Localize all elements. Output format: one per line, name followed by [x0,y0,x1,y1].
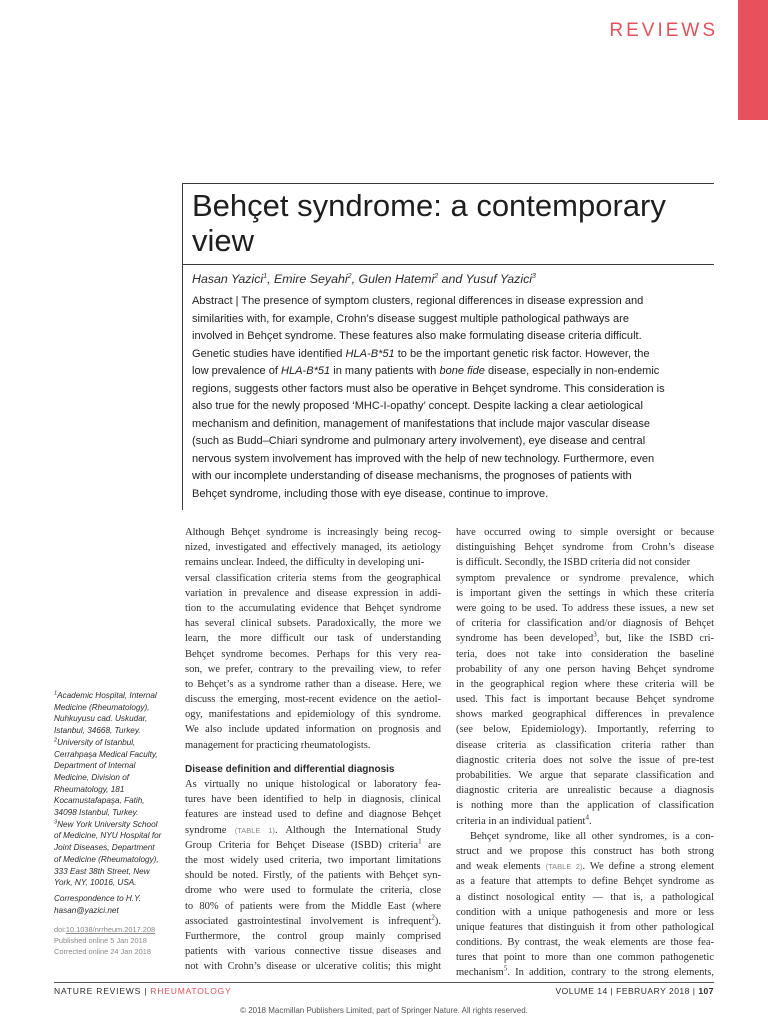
text-run: low prevalence of [192,365,282,377]
body-line [456,905,714,920]
body-line [456,814,714,829]
footer-divider [54,982,714,983]
text-run: teria, does not take into consideration the baseline [456,648,714,660]
text-run: syndrome has been developed [456,633,594,645]
text-run: Furthermore, the control group mainly comprised [185,930,441,942]
text-run: syndrome [185,824,235,836]
affiliation-line [54,842,180,854]
text-run: with our incomplete understanding of disease mechanisms, the prognoses of patients with [192,470,632,482]
text-run: as a feature that attempts to define Behçet syndrome as [456,876,714,888]
published-date: Published online 5 Jan 2018 [54,936,147,945]
author-list [192,270,707,288]
affiliation-line [54,737,180,749]
body-line [185,692,441,707]
body-line [185,540,441,555]
text-run: mechanism and definition, management of manifestations that include major vascular disease [192,417,651,430]
article-title: Behçet syndrome: a contemporary view [192,188,666,258]
affiliations [54,690,180,889]
body-line [456,601,714,616]
body-line [456,844,714,859]
body-line [185,525,441,540]
author: Yusuf Yazici [465,272,533,286]
abstract-line [192,398,710,416]
text-run: used. This fact is important because Behçet syndrome [456,694,714,706]
text-run: versal classification criteria stems from the geographical [185,572,441,584]
text-run: , but, like the ISBD cri- [596,633,714,645]
abstract-line [192,416,710,434]
text-run: (such as Budd–Chiari syndrome and pulmonary artery involvement), eye disease and central [192,435,646,447]
text-run: discuss the emerging, most-recent evidence on the aetiol- [185,694,441,706]
text-run: features are instead used to define and diagnose Behçet [185,809,441,821]
text-run: regions, suggests other factors must also be operative in Behçet syndrome. This consideration is [192,382,665,395]
text-run: of Medicine (Rheumatology), [54,854,159,864]
body-line [185,883,441,898]
affiliation-line [54,830,180,842]
body-line [456,647,714,662]
text-run: a distinct nosological entity — that is, a pathological [456,891,714,903]
text-run: Abstract | The presence of symptom clusters, regional differences in disease expression and [192,295,644,307]
text-run: is important given the settings in which these criteria [456,587,714,599]
body-line [456,965,714,980]
text-run: probability of any one person having Behçet syndrome [456,663,714,675]
text-run: and weak elements [456,861,546,873]
text-run: to 80% of patients were from the Middle East (where [185,900,441,912]
body-line [456,890,714,905]
reference-superscript: 1 [54,690,58,697]
body-line [456,722,714,737]
text-run: ). [434,915,441,927]
body-line [456,707,714,722]
affiliation-line [54,784,180,796]
abstract-line [192,451,710,469]
body-line [185,868,441,883]
text-run: Joint Diseases, Department [54,843,155,853]
body-line [456,768,714,783]
text-run: diagnostic criteria does not solve the issue of pre-test [456,754,714,766]
author: Gulen Hatemi [358,272,435,286]
text-run: were going to be used. To address these issues, a new set [456,602,714,614]
text-run: shows marked geographical differences in prevalence [456,709,714,721]
text-run: diagnostic criteria are unrealistic because a diagnosis [456,785,714,797]
text-run: remains unclear. Indeed, the difficulty in developing uni- [185,557,425,569]
text-run: is nothing more than the application of classification [456,800,714,812]
body-line [456,525,714,540]
affiliation-line [54,702,180,714]
body-line [185,616,441,631]
body-line [456,586,714,601]
affiliation-line [54,760,180,772]
text-run: Academic Hospital, Internal [57,691,157,700]
body-line [456,753,714,768]
body-line [185,792,441,807]
text-run: probabilities. We argue that separate classification and [456,770,714,781]
text-run: Disease definition and differential diagnosis [185,763,395,775]
author: Emire Seyahi [273,272,348,286]
table-reference: (TABLE 1) [234,825,275,835]
reference-superscript: 3 [593,630,597,639]
author-affiliation-mark: 2 [347,272,352,280]
footer-journal-name: RHEUMATOLOGY [150,986,232,996]
text-run: unique features that distinguish it from other pathological [456,921,714,933]
text-run: Although Behçet syndrome is increasingly being recog- [185,527,441,538]
text-run: in many patients with [330,365,440,377]
text-run: tures that point to more than one common pathogenetic [456,952,714,964]
title-frame-top [182,183,714,184]
corrected-date: Corrected online 24 Jan 2018 [54,947,151,956]
text-run: 333 East 38th Street, New [54,866,150,876]
body-line [185,601,441,616]
affiliation-line [54,725,180,737]
text-run: . In addition, contrary to the strong elements, [507,967,714,979]
text-run: drome who were used to formulate the criteria, close [185,885,441,897]
text-run: . [588,815,592,827]
text-run: condition with a unique pathogenesis and more or less [456,906,714,918]
paragraph-gap [185,753,441,762]
text-run: associated gastrointestinal involvement is infrequent [185,915,432,927]
author-affiliation-mark: 2 [434,272,439,280]
text-run: . Although the International Study [274,824,441,836]
reference-superscript: 3 [54,819,58,825]
affiliation-line [54,807,180,819]
body-line [456,571,714,586]
body-column-middle [185,525,441,974]
body-line [185,823,441,838]
body-line [456,540,714,555]
text-run: (see below, Epidemiology). Importantly, referring to [456,724,714,736]
body-line [456,874,714,889]
author-separator: , [351,272,359,286]
text-run: of Medicine, NYU Hospital for [54,831,162,841]
reference-superscript: 5 [503,964,508,973]
body-line [185,838,441,853]
body-line [456,738,714,753]
page-number: 107 [698,986,714,996]
body-line [456,829,714,844]
author-affiliation-mark: 3 [532,272,536,280]
body-line [456,783,714,798]
abstract-line [192,311,710,329]
text-run: the most widely used criteria, two important limitations [185,854,441,866]
text-run: involved in Behçet syndrome. These features also make formulating disease criteria difficult. [192,330,642,342]
text-run: Group Criteria for Behçet Disease (ISBD) criteria [185,839,419,851]
text-run: learn, the more difficult our task of understanding [185,633,441,645]
section-heading [185,762,441,777]
body-line [456,950,714,965]
affiliation-line [54,819,180,831]
correspondence-label: Correspondence to H.Y. [54,894,142,903]
text-run: University of Istanbul, [57,737,136,747]
abstract-line [192,363,710,381]
text-run: tion to the accumulating evidence that Behçet syndrome [185,602,441,614]
body-line [185,571,441,586]
text-run: mechanism [456,967,504,979]
text-run: in the geographical region where these criteria will be [456,678,714,690]
body-line [185,777,441,792]
body-line [185,631,441,646]
body-line [185,555,441,570]
italic-text: bone fide [439,365,485,377]
body-line [456,920,714,935]
body-line [185,899,441,914]
body-line [456,662,714,677]
abstract-line [192,381,710,399]
body-line [185,586,441,601]
body-line [185,662,441,677]
text-run: disease criteria as classification criteria rather than [456,739,714,751]
text-run: not with Crohn’s disease or ulcerative colitis; this might [185,961,441,973]
text-run: distinguishing Behçet syndrome from Crohn’s disease [456,542,714,554]
body-line [185,677,441,692]
text-run: . We define a strong element [582,861,715,873]
body-line [185,853,441,868]
body-line [456,677,714,692]
text-run: tures have been identified to help in diagnosis, clinical [185,794,441,806]
text-run: disease, especially in non-endemic [484,365,660,377]
text-run: son, we prefer, contrary to the prevailing view, to refer [185,663,441,675]
body-line [185,929,441,944]
doi-link[interactable]: 10.1038/nrrheum.2017.208 [65,925,156,934]
affiliation-line [54,713,180,725]
text-run: Behçet syndrome becomes. Perhaps for this very rea- [185,648,441,660]
text-run: Medicine (Rheumatology), [54,702,150,712]
section-label: REVIEWS [609,20,718,41]
body-line [185,807,441,822]
text-run: As virtually no unique histological or laboratory fea- [185,779,441,790]
affiliation-line [54,690,180,702]
text-run: also true for the newly proposed ‘MHC-I-opathy’ concept. Despite lacking a clear aetiological [192,400,643,412]
text-run: are [421,839,441,851]
correspondence-email[interactable]: hasan@yazici.net [54,906,119,915]
body-line [456,631,714,646]
text-run: is difficult. Secondly, the ISBD criteria did not consider [456,557,691,569]
text-run: York, NY, 10016, USA. [54,878,137,888]
body-line [456,859,714,874]
abstract-line [192,346,710,364]
text-run: similarities with, for example, Crohn’s disease suggest multiple pathological pathways are [192,312,629,325]
italic-text: HLA-B*51 [281,365,331,377]
text-run: struct and we propose this construct has both strong [456,845,714,857]
abstract-line [192,433,710,451]
text-run: to be the important genetic risk factor. However, the [394,347,650,360]
body-line [456,692,714,707]
text-run: Istanbul, 34668, Turkey. [54,726,141,736]
correspondence [54,893,141,917]
body-line [456,935,714,950]
affiliation-line [54,772,180,784]
text-run: Behçet syndrome, like all other syndromes, is a con- [470,830,714,842]
text-run: should be noted. Firstly, of the patients with Behçet syn- [185,870,441,882]
doi-line [54,924,155,935]
author-separator: , [267,272,274,286]
body-line [185,944,441,959]
text-run: nervous system involvement has improved with the help of new technology. Furthermore, even [192,452,655,465]
body-line [456,798,714,813]
affiliation-line [54,749,180,761]
reference-superscript: 2 [431,913,435,922]
body-line [456,616,714,631]
text-run: We also include updated information on prognosis and [185,724,441,736]
body-line [185,707,441,722]
text-run: symptom prevalence or syndrome prevalence, which [456,572,714,584]
text-run: has several clinical subsets. Paradoxically, the more we [185,618,441,630]
accent-bar [738,0,768,120]
publication-meta [54,924,155,957]
body-line [185,722,441,737]
text-run: ogy, manifestations and epidemiology of this syndrome. [185,709,441,721]
table-reference: (TABLE 2) [545,862,583,872]
text-run: Nuhkuyusu cad. Uskudar, [54,714,148,724]
text-run: of criteria for classification and/or diagnosis of Behçet [456,618,714,630]
body-line [185,647,441,662]
reference-superscript: 2 [54,737,58,744]
affiliation-line [54,877,180,889]
text-run: variation in prevalence and disease expression in addi- [185,587,441,599]
text-run: New York University School [57,819,158,829]
text-run: Rheumatology, 181 [54,784,125,794]
abstract-line [192,328,710,346]
body-line [185,959,441,974]
footer-issue [450,986,714,996]
title-frame-left [182,183,183,510]
text-run: Genetic studies have identified [192,347,346,360]
abstract-line [192,486,710,504]
affiliation-line [54,866,180,878]
text-run: Behçet syndrome, including those with eye disease, continue to improve. [192,487,549,500]
body-column-right [456,525,714,981]
text-run: Department of Internal [54,761,136,771]
footer-journal [54,986,232,996]
author: Hasan Yazici [192,272,264,286]
text-run: conditions. By contrast, the weak elements are those fea- [456,937,714,949]
copyright-notice: © 2018 Macmillan Publishers Limited, part of Springer Nature. All rights reserved. [240,1006,528,1015]
text-run: have occurred owing to simple oversight or because [456,527,714,538]
text-run: Kocamustafapaşa, Fatih, [54,796,145,806]
footer-journal-prefix: NATURE REVIEWS | [54,986,151,996]
footer-issue-info: VOLUME 14 | FEBRUARY 2018 | [555,986,699,996]
author-affiliation-mark: 1 [263,272,268,280]
reference-superscript: 4 [585,813,589,822]
doi-prefix: doi: [54,925,66,934]
title-divider [183,264,714,265]
author-separator: and [438,272,466,286]
text-run: criteria in an individual patient [456,815,586,827]
text-run: patients with various connective tissue diseases and [185,946,441,958]
affiliation-line [54,854,180,866]
affiliation-line [54,795,180,807]
text-run: Medicine, Division of [54,772,130,782]
body-line [185,738,441,753]
body-line [185,914,441,929]
text-run: 34098 Istanbul, Turkey. [54,808,139,818]
body-line [456,555,714,570]
abstract [192,293,710,503]
reference-superscript: 1 [418,837,422,846]
italic-text: HLA-B*51 [345,347,395,360]
abstract-line [192,468,710,486]
abstract-line [192,293,710,311]
text-run: Cerrahpaşa Medical Faculty, [54,749,158,759]
text-run: management for practicing rheumatologists. [185,739,371,751]
text-run: nized, investigated and effectively managed, its aetiology [185,542,441,554]
text-run: to Behçet’s as a syndrome rather than a disease. Here, we [185,678,441,690]
